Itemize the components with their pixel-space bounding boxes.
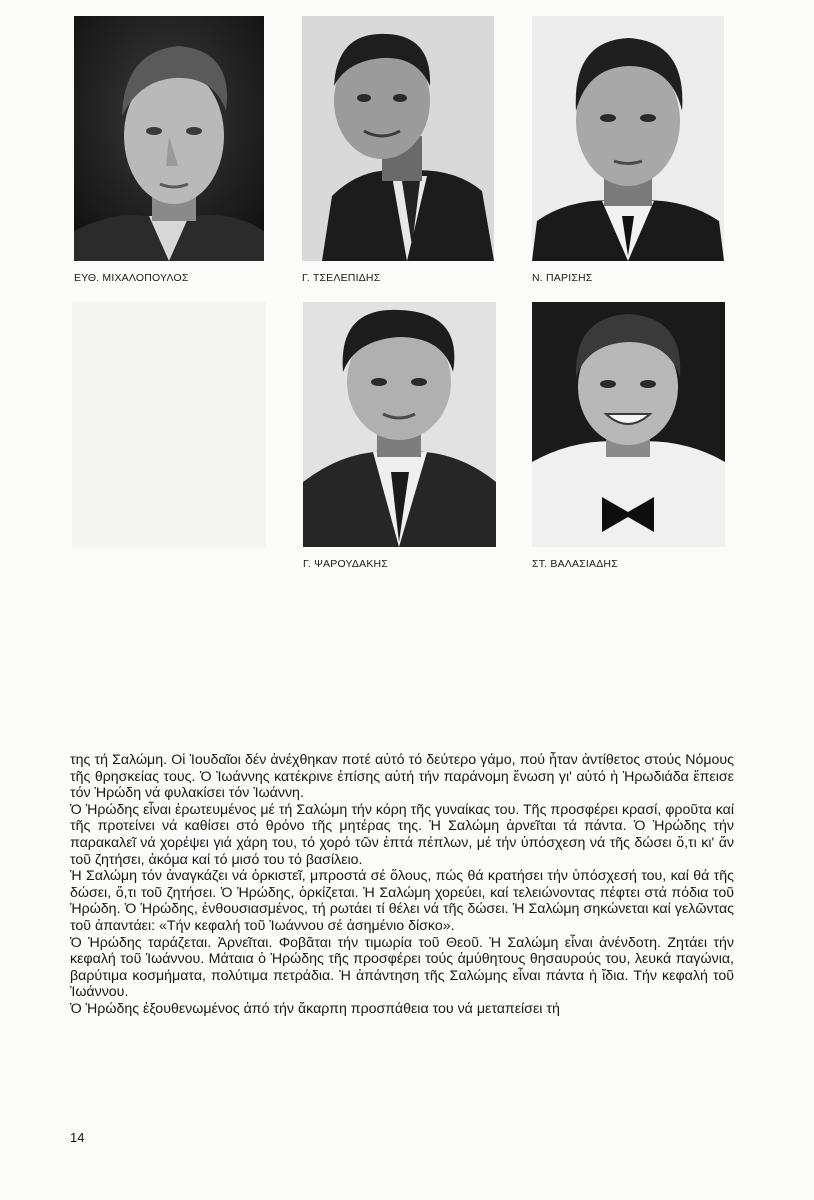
portrait-photo-psaroudakis bbox=[303, 302, 496, 547]
blank-photo-area bbox=[72, 302, 266, 547]
portrait-photo-michalopoulos bbox=[74, 16, 264, 261]
portrait-caption: Γ. ΨΑΡΟΥΔΑΚΗΣ bbox=[303, 558, 388, 570]
portrait-caption: ΣΤ. ΒΑΛΑΣΙΑΔΗΣ bbox=[532, 558, 618, 570]
portrait-illustration bbox=[303, 302, 496, 547]
portrait-caption: Ν. ΠΑΡΙΣΗΣ bbox=[532, 272, 593, 284]
portrait-photo-tselepidis bbox=[302, 16, 494, 261]
body-paragraph: Ὁ Ἡρώδης ταράζεται. Ἀρνεῖται. Φοβᾶται τήν τιμωρία τοῦ Θεοῦ. Ἡ Σαλώμη εἶναι ἀνένδοτη. Ζητάει τήν κεφαλή τοῦ Ἰωάννου. Μάταια ὁ Ἡρώδης τῆς προσφέρει τούς ἀμύθητους θησαυρούς του, λευκά παγώνια, βαρύτιμα κοσμήματα, πολύτιμα πετράδια. Ἡ ἀπάντηση τῆς Σαλώμης εἶναι πάντα ἡ ἴδια. Τήν κεφαλή τοῦ Ἰωάννου. bbox=[70, 934, 734, 1001]
body-paragraph: Ἡ Σαλώμη τόν ἀναγκάζει νά ὁρκιστεῖ, μπροστά σέ ὅλους, πώς θά κρατήσει τήν ὑπόσχεσή του, καί θά τῆς δώσει, ὅ,τι τοῦ ζητήσει. Ὁ Ἡρώδης, ὁρκίζεται. Ἡ Σαλώμη χορεύει, καί τελειώνοντας πέφτει στά πόδια τοῦ Ἡρώδη. Ὁ Ἡρώδης, ἐνθουσιασμένος, τή ρωτάει τί θέλει νά τῆς δώσει. Ἡ Σαλώμη σηκώνεται καί γελῶντας τοῦ ἀπαντάει: «Τήν κεφαλή τοῦ Ἰωάννου σέ ἀσημένιο δίσκο». bbox=[70, 868, 734, 934]
portrait-illustration bbox=[532, 302, 725, 547]
page-number: 14 bbox=[70, 1130, 85, 1145]
portrait-caption: Γ. ΤΣΕΛΕΠΙΔΗΣ bbox=[302, 272, 381, 284]
body-paragraph: Ὁ Ἡρώδης ἐξουθενωμένος ἀπό τήν ἄκαρπη προσπάθεια του νά μεταπείσει τή bbox=[70, 1000, 560, 1017]
body-paragraph: Ὁ Ἡρώδης εἶναι ἐρωτευμένος μέ τή Σαλώμη τήν κόρη τῆς γυναίκας του. Τῆς προσφέρει κρασί, φροῦτα καί τῆς προτείνει νά καθίσει στό θρόνο τῆς μητέρας της. Ἡ Σαλώμη ἀρνεῖται τά πάντα. Ὁ Ἡρώδης τήν παρακαλεῖ νά χορέψει γιά χάρη του, τό χορό τῶν ἑπτά πέπλων, μέ τήν ὑπόσχεση νά τῆς δώσει ὅ,τι κι' ἄν τοῦ ζητήσει, ἀκόμα καί τό μισό του τό βασίλειο. bbox=[70, 801, 734, 868]
portrait-illustration bbox=[532, 16, 724, 261]
portrait-photo-valasiadis bbox=[532, 302, 725, 547]
body-paragraph: της τή Σαλώμη. Οἱ Ἰουδαῖοι δέν ἀνέχθηκαν ποτέ αὐτό τό δεύτερο γάμο, πού ἦταν ἀντίθετος στούς Νόμους τῆς θρησκείας τους. Ὁ Ἰωάννης κατέκρινε ἐπίσης αὐτή τήν παράνομη ἕνωση γι' αὐτό ἡ Ἡρωδιάδα ἔπεισε τόν Ἡρώδη νά φυλακίσει τόν Ἰωάννη. bbox=[70, 752, 734, 802]
article-body bbox=[70, 752, 734, 1018]
portrait-caption: ΕΥΘ. ΜΙΧΑΛΟΠΟΥΛΟΣ bbox=[74, 272, 189, 284]
portrait-illustration bbox=[74, 16, 264, 261]
portrait-illustration bbox=[302, 16, 494, 261]
portrait-photo-parisis bbox=[532, 16, 724, 261]
